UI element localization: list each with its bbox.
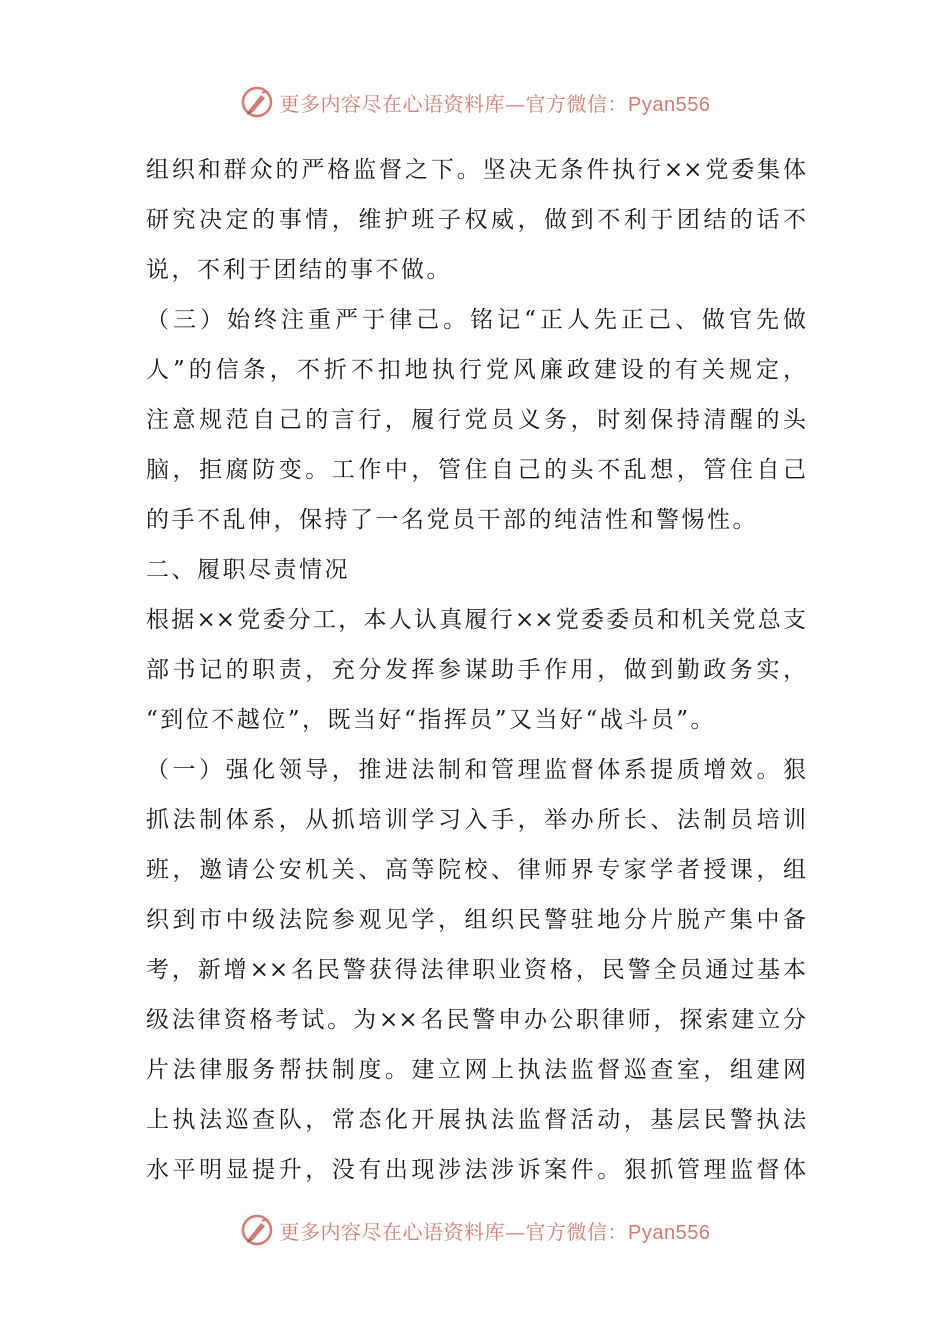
- body-line-17: 考，新增××名民警获得法律职业资格，民警全员通过基本: [146, 957, 806, 983]
- pen-nib-logo-icon: [240, 85, 274, 119]
- section-heading-two: 二、履职尽责情况: [146, 557, 350, 583]
- watermark-text: [280, 1216, 711, 1245]
- body-line-10: 根据××党委分工，本人认真履行××党委委员和机关党总支: [146, 607, 806, 633]
- body-line-1: 组织和群众的严格监督之下。坚决无条件执行××党委集体: [146, 157, 806, 183]
- pen-nib-logo-icon: [240, 1213, 274, 1247]
- watermark-site-text: 更多内容尽在心语资料库—官方微信：: [279, 91, 629, 116]
- body-line-3: 说，不利于团结的事不做。: [146, 257, 452, 283]
- body-line-15: 班，邀请公安机关、高等院校、律师界专家学者授课，组: [146, 857, 806, 883]
- body-line-19: 片法律服务帮扶制度。建立网上执法监督巡查室，组建网: [146, 1057, 806, 1083]
- body-line-8: 的手不乱伸，保持了一名党员干部的纯洁性和警惕性。: [146, 507, 758, 533]
- body-line-18: 级法律资格考试。为××名民警申办公职律师，探索建立分: [146, 1007, 806, 1033]
- body-line-21: 水平明显提升，没有出现涉法涉诉案件。狠抓管理监督体: [146, 1157, 806, 1183]
- body-line-2: 研究决定的事情，维护班子权威，做到不利于团结的话不: [146, 207, 806, 233]
- body-line-11: 部书记的职责，充分发挥参谋助手作用，做到勤政务实，: [146, 657, 806, 683]
- header-watermark-banner: [0, 82, 950, 122]
- section-heading-three: （三）始终注重严于律己。铭记“正人先正己、做官先做: [146, 307, 806, 333]
- footer-watermark-banner: [0, 1210, 950, 1250]
- watermark-wechat-id: Pyan556: [628, 93, 711, 116]
- body-line-12: “到位不越位”，既当好“指挥员”又当好“战斗员”。: [146, 707, 717, 733]
- watermark-wechat-id: Pyan556: [628, 1221, 711, 1244]
- body-line-14: 抓法制体系，从抓培训学习入手，举办所长、法制员培训: [146, 807, 806, 833]
- watermark-text: [280, 88, 711, 117]
- body-line-20: 上执法巡查队，常态化开展执法监督活动，基层民警执法: [146, 1107, 806, 1133]
- body-line-6: 注意规范自己的言行，履行党员义务，时刻保持清醒的头: [146, 407, 806, 433]
- body-line-7: 脑，拒腐防变。工作中，管住自己的头不乱想，管住自己: [146, 457, 806, 483]
- document-body: [146, 145, 806, 1195]
- body-line-5: 人”的信条，不折不扣地执行党风廉政建设的有关规定，: [146, 357, 806, 383]
- subsection-heading-one: （一）强化领导，推进法制和管理监督体系提质增效。狠: [146, 757, 806, 783]
- watermark-site-text: 更多内容尽在心语资料库—官方微信：: [279, 1219, 629, 1244]
- body-line-16: 织到市中级法院参观见学，组织民警驻地分片脱产集中备: [146, 907, 806, 933]
